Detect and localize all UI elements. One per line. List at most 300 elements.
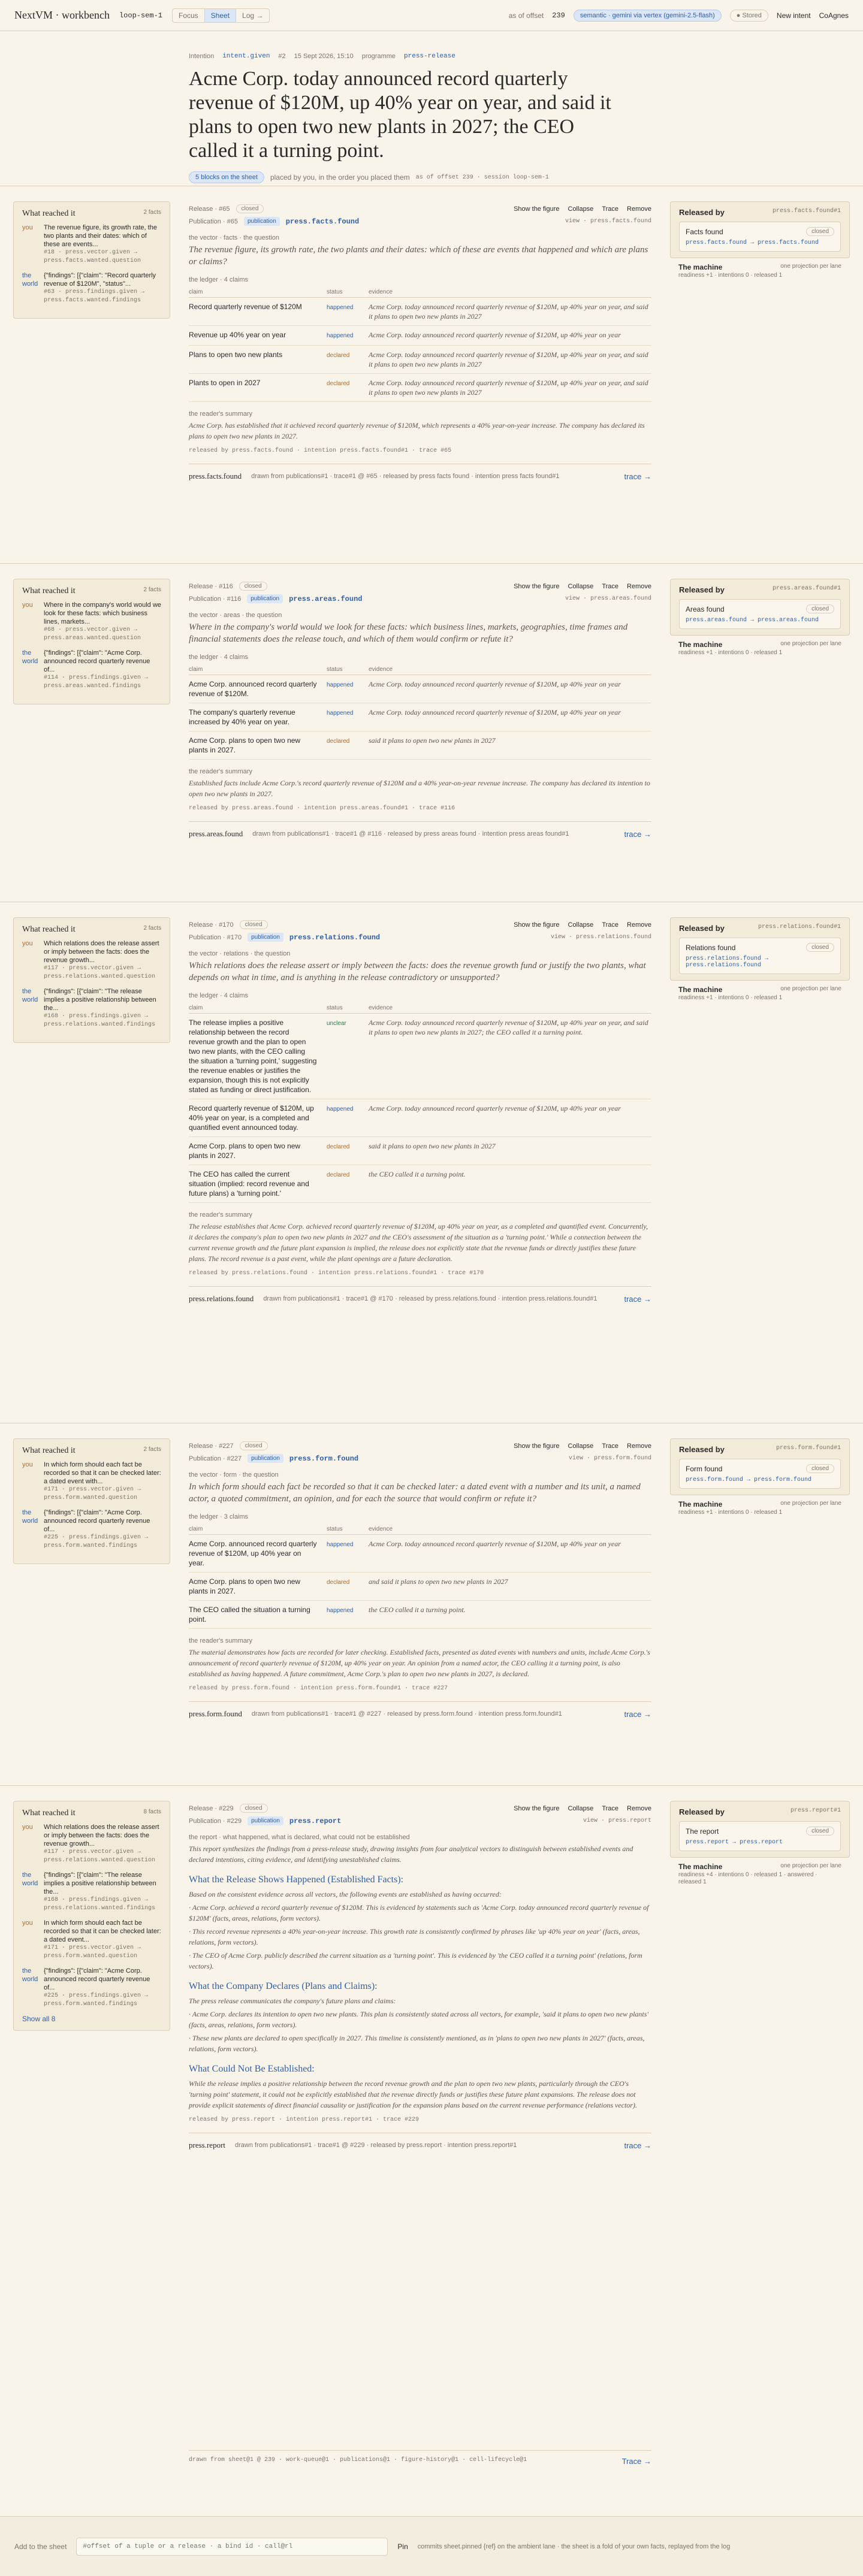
- trace-button[interactable]: Trace: [602, 921, 619, 929]
- reached-fact-text: The revenue figure, its growth rate, the two plants and their dates: which of these are events...: [44, 224, 157, 248]
- what-reached-panel: [13, 201, 170, 319]
- reached-fact-source: you: [22, 224, 33, 231]
- lane-closed-badge: closed: [806, 1464, 834, 1473]
- sheet-block: [0, 186, 863, 557]
- release-id: Release · #65: [189, 205, 230, 213]
- reached-fact-source: the world: [22, 1871, 38, 1887]
- machine-status: readiness +1 · intentions 0 · released 1: [678, 1509, 783, 1516]
- lane-mapping: press.form.found → press.form.found: [686, 1477, 812, 1483]
- machine-label: The machine: [678, 1863, 723, 1871]
- what-reached-label: What reached it: [22, 925, 76, 934]
- lane-closed-badge: closed: [806, 604, 834, 613]
- reached-fact-text: In which form should each fact be recorded so that it can be checked later: a dated event with...: [44, 1461, 161, 1485]
- released-by-header: [679, 924, 841, 933]
- sheet-trace-link[interactable]: Trace →: [621, 2457, 651, 2466]
- reached-fact[interactable]: [22, 987, 161, 1029]
- lane-card[interactable]: [679, 599, 841, 629]
- mode-log[interactable]: Log →: [242, 11, 264, 20]
- reached-fact[interactable]: [22, 1871, 161, 1913]
- th-evidence: evidence: [369, 1003, 651, 1014]
- show-all-link[interactable]: Show all 8: [22, 2015, 56, 2023]
- lane-card[interactable]: [679, 1821, 841, 1851]
- ledger-label: the ledger · 3 claims: [189, 1513, 249, 1520]
- reached-fact-body: [44, 271, 161, 305]
- what-reached-label: What reached it: [22, 1446, 76, 1455]
- machine-header: [678, 985, 841, 994]
- table-row[interactable]: [189, 675, 651, 703]
- claim-cell: The release implies a positive relationship between the record revenue growth and the plan to open two new plants, with the CEO calling the situation a 'turning point,' suggesting the revenue enables or justifies the expansion, though this is not explicitly stated as funding or direct justification.: [189, 1014, 327, 1099]
- reached-fact-source: the world: [22, 1967, 38, 1983]
- remove-button[interactable]: Remove: [627, 582, 651, 590]
- released-by-id: press.relations.found#1: [758, 924, 841, 930]
- reached-fact-source-path: #168 · press.findings.given → press.relations.wanted.findings: [44, 1013, 156, 1028]
- reached-fact-source-path: #117 · press.vector.given → press.relations.wanted.question: [44, 965, 156, 980]
- intention-label: Intention: [189, 53, 215, 60]
- pin-button[interactable]: Pin: [397, 2542, 408, 2551]
- released-by-line: released by press.report · intention press.report#1 · trace #229: [189, 2117, 420, 2123]
- table-row[interactable]: [189, 703, 651, 731]
- machine-panel: [670, 636, 850, 661]
- trace-link[interactable]: trace →: [624, 471, 651, 481]
- table-row[interactable]: [189, 1137, 651, 1165]
- report-body: [189, 1843, 651, 2111]
- publication-row: [189, 594, 651, 603]
- collapse-button[interactable]: Collapse: [568, 1804, 594, 1812]
- show-figure-button[interactable]: Show the figure: [514, 1442, 560, 1450]
- evidence-cell: and said it plans to open two new plants in 2027: [369, 1573, 651, 1601]
- release-id: Release · #229: [189, 1804, 234, 1812]
- reached-fact[interactable]: [22, 1508, 161, 1550]
- stored-label: Stored: [742, 11, 762, 19]
- evidence-cell: Acme Corp. today announced record quarterly revenue of $120M, up 40% year on year, and said it plans to open two new plants in 2027: [369, 346, 651, 374]
- show-figure-button[interactable]: Show the figure: [514, 582, 560, 590]
- table-row[interactable]: [189, 298, 651, 326]
- report-bullet: · This record revenue represents a 40% year-on-year increase. This growth rate is consistently confirmed by phrases like 'up 40% year on year' (facts, areas, relations, form vectors).: [189, 1927, 640, 1946]
- new-intent-button[interactable]: New intent: [776, 11, 811, 20]
- trace-link[interactable]: trace →: [624, 1709, 651, 1719]
- trace-button[interactable]: Trace: [602, 1442, 619, 1450]
- status-badge: happened: [327, 703, 369, 731]
- table-row[interactable]: [189, 346, 651, 374]
- lane-title-row: [686, 1464, 834, 1473]
- collapse-button[interactable]: Collapse: [568, 582, 594, 590]
- reached-fact[interactable]: [22, 1919, 161, 1961]
- claim-cell: Plans to open two new plants: [189, 346, 327, 374]
- release-actions: [514, 205, 651, 213]
- reached-fact-body: [44, 1919, 161, 1961]
- view-code[interactable]: view · press.form.found: [568, 1455, 651, 1462]
- claims-table: [189, 1524, 651, 1629]
- block-footer-name: press.report: [189, 2140, 226, 2149]
- lane-title-row: [686, 227, 834, 236]
- released-by-label: Released by: [679, 1445, 725, 1454]
- vector-question: Which relations does the release assert or imply between the facts: does the revenue growth fund or justify the two plants, what depends on what in time, and is anything in the release contradictory or unsupported?: [189, 961, 646, 982]
- released-by-label: Released by: [679, 585, 725, 594]
- reached-fact-text: {"findings": [{"claim": "Acme Corp. announced record quarterly revenue of...: [44, 649, 150, 673]
- released-by-panel: [670, 579, 850, 661]
- status-badge: declared: [327, 346, 369, 374]
- mode-sheet[interactable]: Sheet: [205, 9, 236, 22]
- publication-tag: publication: [244, 217, 280, 226]
- show-figure-button[interactable]: Show the figure: [514, 1804, 560, 1812]
- reached-fact-text: Which relations does the release assert or imply between the facts: does the revenue growth...: [44, 1824, 159, 1848]
- trace-link[interactable]: trace →: [624, 829, 651, 839]
- reached-fact-body: [44, 1461, 161, 1502]
- view-code[interactable]: view · press.areas.found: [565, 595, 651, 602]
- blocks-pill: 5 blocks on the sheet: [189, 171, 264, 183]
- machine-note: one projection per lane: [780, 263, 841, 270]
- collapse-button[interactable]: Collapse: [568, 205, 594, 213]
- offset-label: as of offset: [508, 11, 544, 20]
- claims-header: [189, 1524, 651, 1535]
- lane-name: The report: [686, 1827, 719, 1836]
- show-figure-button[interactable]: Show the figure: [514, 921, 560, 929]
- report-bullet: · These new plants are declared to open specifically in 2027. This timeline is consistently mentioned, as in 'plans to open two new plants in 2027' (facts, areas, relations, form vectors).: [189, 2034, 645, 2053]
- block-footer-text: drawn from publications#1 · trace#1 @ #170 · released by press.relations.found · intention press.relations.found#1: [263, 1295, 598, 1302]
- th-claim: claim: [189, 664, 327, 675]
- evidence-cell: Acme Corp. today announced record quarterly revenue of $120M, up 40% year on year: [369, 326, 651, 346]
- reached-fact-source-path: #171 · press.vector.given → press.form.wanted.question: [44, 1486, 141, 1501]
- status-badge: happened: [327, 1535, 369, 1573]
- lane-name: Form found: [686, 1464, 723, 1473]
- report-lead: This report synthesizes the findings from a press-release study, drawing insights from four analytical vectors to distinguish between established events and declared intentions, citing evidence, and identifying unestablished claims.: [189, 1845, 633, 1864]
- table-row[interactable]: [189, 1601, 651, 1629]
- release-row: [189, 582, 651, 591]
- trace-button[interactable]: Trace: [602, 205, 619, 213]
- block-footer-text: drawn from publications#1 · trace#1 @ #116 · released by press areas found · intention press areas found#1: [252, 830, 569, 837]
- vector-question: The revenue figure, its growth rate, the two plants and their dates: which of these are events that happened and which are plans or claims?: [189, 245, 648, 267]
- reached-fact-body: [44, 601, 161, 643]
- claim-cell: Acme Corp. plans to open two new plants in 2027.: [189, 1137, 327, 1165]
- reached-fact-source-path: #171 · press.vector.given → press.form.wanted.question: [44, 1945, 141, 1960]
- released-by-id: press.areas.found#1: [772, 585, 841, 592]
- summary-label: the reader's summary: [189, 1211, 253, 1219]
- intention-code[interactable]: intent.given: [222, 53, 270, 60]
- what-reached-title: [22, 1446, 161, 1456]
- lane-name: Areas found: [686, 604, 725, 613]
- reached-fact-source: the world: [22, 1509, 38, 1525]
- reached-fact-body: [44, 1871, 161, 1913]
- claim-cell: Record quarterly revenue of $120M, up 40% year on year, is a completed and quantified event announced today.: [189, 1099, 327, 1137]
- release-card: [189, 1804, 651, 2150]
- evidence-cell: said it plans to open two new plants in 2027: [369, 731, 651, 760]
- top-bar: [0, 0, 863, 31]
- publication-row: [189, 1454, 651, 1463]
- block-footer-text: drawn from publications#1 · trace#1 @ #65 · released by press facts found · intention press facts found#1: [251, 473, 560, 480]
- reached-fact-source-path: #114 · press.findings.given → press.areas.wanted.findings: [44, 675, 149, 690]
- reached-fact[interactable]: [22, 223, 161, 265]
- table-row[interactable]: [189, 731, 651, 760]
- block-footer-name: press.facts.found: [189, 471, 242, 480]
- reached-fact[interactable]: [22, 1461, 161, 1502]
- trace-button[interactable]: Trace: [602, 582, 619, 590]
- evidence-cell: the CEO called it a turning point.: [369, 1165, 651, 1203]
- view-code[interactable]: view · press.report: [583, 1818, 651, 1824]
- reached-fact-body: [44, 987, 161, 1029]
- publication-code[interactable]: press.form.found: [289, 1454, 359, 1463]
- th-claim: claim: [189, 1003, 327, 1014]
- reader-summary: Established facts include Acme Corp.'s record quarterly revenue of $120M and a 40% year-on-year revenue increase. The company has declared its intention to open two new plants in 2027.: [189, 779, 650, 798]
- reached-fact[interactable]: [22, 939, 161, 981]
- add-bar: [0, 2516, 863, 2576]
- report-bullet: · Acme Corp. achieved a record quarterly revenue of $120M. This is evidenced by statements such as 'Acme Corp. today announced record quarterly revenue of $120M' (facts, areas, relations, form vectors).: [189, 1903, 649, 1922]
- publication-id: Publication · #65: [189, 217, 238, 225]
- report-para: The press release communicates the company's future plans and claims:: [189, 1997, 396, 2005]
- reached-fact-text: Which relations does the release assert or imply between the facts: does the revenue growth...: [44, 940, 159, 964]
- lane-closed-badge: closed: [806, 227, 834, 236]
- what-reached-label: What reached it: [22, 1809, 76, 1818]
- what-reached-label: What reached it: [22, 586, 76, 595]
- machine-header: [678, 1863, 841, 1871]
- lane-mapping: press.facts.found → press.facts.found: [686, 240, 819, 246]
- lane-title-row: [686, 604, 834, 613]
- ledger-label: the ledger · 4 claims: [189, 654, 249, 661]
- offset-note: as of offset 239 · session loop-sem-1: [415, 174, 549, 181]
- publication-code[interactable]: press.report: [289, 1816, 342, 1825]
- ledger-label: the ledger · 4 claims: [189, 992, 249, 999]
- sheet-block: [0, 1785, 863, 2438]
- what-reached-label: What reached it: [22, 209, 76, 218]
- closed-badge: closed: [240, 920, 268, 929]
- status-badge: happened: [327, 298, 369, 326]
- machine-label: The machine: [678, 263, 723, 271]
- reached-fact-source-path: #68 · press.vector.given → press.areas.wanted.question: [44, 627, 141, 642]
- released-by-id: press.report#1: [790, 1807, 841, 1814]
- reached-fact[interactable]: [22, 1967, 161, 2009]
- release-actions: [514, 1805, 651, 1812]
- drawn-from: drawn from sheet@1 @ 239 · work-queue@1 · publications@1 · figure-history@1 · cell-lifecycle@1: [189, 2457, 527, 2463]
- vector-label: the vector · form · the question: [189, 1471, 279, 1479]
- lane-title-row: [686, 1827, 834, 1836]
- released-by-card: [670, 579, 850, 636]
- trace-link[interactable]: trace →: [624, 1294, 651, 1304]
- block-footer-name: press.relations.found: [189, 1294, 254, 1303]
- show-figure-button[interactable]: Show the figure: [514, 205, 560, 213]
- fact-count: 8 facts: [143, 1809, 161, 1815]
- user-name[interactable]: CoAgnes: [819, 11, 849, 20]
- reached-fact-source: you: [22, 601, 33, 609]
- evidence-cell: Acme Corp. today announced record quarterly revenue of $120M, up 40% year on year: [369, 1535, 651, 1573]
- remove-button[interactable]: Remove: [627, 1442, 651, 1450]
- release-id: Release · #170: [189, 921, 234, 929]
- remove-button[interactable]: Remove: [627, 1804, 651, 1812]
- table-row[interactable]: [189, 1573, 651, 1601]
- vector-label: the vector · facts · the question: [189, 234, 280, 241]
- stored-badge: ● Stored: [730, 10, 768, 22]
- vector-label: the vector · areas · the question: [189, 612, 282, 619]
- evidence-cell: said it plans to open two new plants in 2027: [369, 1137, 651, 1165]
- th-claim: claim: [189, 287, 327, 298]
- sheet-footer: [189, 2450, 651, 2466]
- what-reached-panel: [13, 917, 170, 1043]
- reached-fact-source: the world: [22, 649, 38, 665]
- publication-code[interactable]: press.facts.found: [285, 217, 360, 226]
- machine-label: The machine: [678, 1500, 723, 1508]
- th-claim: claim: [189, 1524, 327, 1535]
- released-by-label: Released by: [679, 208, 725, 217]
- evidence-cell: Acme Corp. today announced record quarterly revenue of $120M, up 40% year on year: [369, 675, 651, 703]
- status-badge: declared: [327, 731, 369, 760]
- publication-row: [189, 217, 651, 226]
- report-para: Based on the consistent evidence across all vectors, the following events are established as having occurred:: [189, 1890, 502, 1898]
- claim-cell: Acme Corp. announced record quarterly revenue of $120M, up 40% year on year.: [189, 1535, 327, 1573]
- release-row: [189, 1804, 651, 1813]
- mode-switch: [172, 8, 270, 23]
- evidence-cell: the CEO called it a turning point.: [369, 1601, 651, 1629]
- summary-label: the reader's summary: [189, 410, 253, 418]
- th-status: status: [327, 1524, 369, 1535]
- reached-fact[interactable]: [22, 271, 161, 305]
- collapse-button[interactable]: Collapse: [568, 921, 594, 929]
- publication-row: [189, 1816, 651, 1825]
- add-input[interactable]: [76, 2538, 388, 2556]
- th-evidence: evidence: [369, 1524, 651, 1535]
- offset-value: 239: [552, 11, 565, 20]
- report-heading-happened: What the Release Shows Happened (Established Facts):: [189, 1874, 404, 1885]
- machine-note: one projection per lane: [780, 640, 841, 647]
- reached-fact-text: {"findings": [{"claim": "Acme Corp. announced record quarterly revenue of...: [44, 1509, 150, 1533]
- publication-tag: publication: [248, 1454, 283, 1463]
- machine-note: one projection per lane: [780, 1500, 841, 1507]
- reached-fact-source: you: [22, 1919, 33, 1927]
- block-footer: [189, 821, 651, 839]
- reached-fact-text: Where in the company's world would we look for these facts: which business lines, markets...: [44, 601, 161, 625]
- sheet-block: [0, 563, 863, 896]
- status-badge: declared: [327, 374, 369, 402]
- claim-cell: Revenue up 40% year on year: [189, 326, 327, 346]
- table-row[interactable]: [189, 374, 651, 402]
- release-id: Release · #227: [189, 1442, 234, 1450]
- released-by-panel: [670, 1801, 850, 1890]
- reached-fact-source-path: #225 · press.findings.given → press.form.wanted.findings: [44, 1534, 149, 1549]
- released-by-card: [670, 917, 850, 981]
- reached-fact[interactable]: [22, 649, 161, 691]
- publication-row: [189, 933, 651, 942]
- loop-name: loop-sem-1: [119, 11, 162, 20]
- evidence-cell: Acme Corp. today announced record quarterly revenue of $120M, up 40% year on year, and said it plans to open two new plants in 2027: [369, 374, 651, 402]
- semantic-badge[interactable]: semantic · gemini via vertex (gemini-2.5-flash): [574, 10, 722, 22]
- claim-cell: Acme Corp. announced record quarterly revenue of $120M.: [189, 675, 327, 703]
- remove-button[interactable]: Remove: [627, 205, 651, 213]
- table-row[interactable]: [189, 1535, 651, 1573]
- programme-code[interactable]: press-release: [404, 53, 455, 60]
- released-by-line: released by press.relations.found · intention press.relations.found#1 · trace #170: [189, 1270, 484, 1277]
- reached-fact-source-path: #18 · press.vector.given → press.facts.wanted.question: [44, 249, 141, 264]
- reached-fact-source: you: [22, 940, 33, 947]
- table-row[interactable]: [189, 1014, 651, 1099]
- machine-header: [678, 263, 841, 271]
- reached-fact-text: {"findings": [{"claim": "The release implies a positive relationship between the...: [44, 988, 156, 1012]
- status-badge: happened: [327, 675, 369, 703]
- view-code[interactable]: view · press.facts.found: [565, 218, 651, 225]
- reached-fact-text: {"findings": [{"claim": "Record quarterly revenue of $120M", "status"...: [44, 272, 156, 288]
- collapse-button[interactable]: Collapse: [568, 1442, 594, 1450]
- table-row[interactable]: [189, 326, 651, 346]
- publication-id: Publication · #116: [189, 595, 242, 603]
- lane-title-row: [686, 943, 834, 952]
- reached-fact-body: [44, 1508, 161, 1550]
- remove-button[interactable]: Remove: [627, 921, 651, 929]
- table-row[interactable]: [189, 1099, 651, 1137]
- released-by-panel: [670, 917, 850, 1006]
- machine-panel: [670, 1858, 850, 1890]
- reached-fact-text: {"findings": [{"claim": "Acme Corp. announced record quarterly revenue of...: [44, 1967, 150, 1991]
- report-bullet: · Acme Corp. declares its intention to open two new plants. This plan is consistently stated across all vectors, for example, 'said it plans to open two new plants' (facts, areas, relations, form vectors).: [189, 2010, 648, 2029]
- what-reached-panel: [13, 1801, 170, 2031]
- report-bullet: · The CEO of Acme Corp. publicly described the current situation as a 'turning point'. This is evidenced by 'the CEO called it a turning point' (relations, form vectors).: [189, 1951, 642, 1970]
- released-by-id: press.form.found#1: [776, 1445, 841, 1452]
- report-heading-declared: What the Company Declares (Plans and Claims):: [189, 1981, 378, 1991]
- reached-fact-source: the world: [22, 988, 38, 1003]
- evidence-cell: Acme Corp. today announced record quarterly revenue of $120M, up 40% year on year, and said it plans to open two new plants in 2027; the CEO called it a turning point.: [369, 1014, 651, 1099]
- lane-card[interactable]: [679, 222, 841, 252]
- machine-note: one projection per lane: [780, 985, 841, 992]
- released-by-line: released by press.areas.found · intention press.areas.found#1 · trace #116: [189, 805, 455, 812]
- table-row[interactable]: [189, 1165, 651, 1203]
- closed-badge: closed: [239, 582, 267, 591]
- machine-panel: [670, 981, 850, 1006]
- status-badge: happened: [327, 326, 369, 346]
- trace-link[interactable]: trace →: [624, 2140, 651, 2150]
- fact-count: 2 facts: [143, 209, 161, 216]
- publication-code[interactable]: press.areas.found: [289, 594, 363, 603]
- claim-cell: The CEO has called the current situation (implied: record revenue and future plans) a 'turning point.': [189, 1165, 327, 1203]
- release-card: [189, 920, 651, 1304]
- add-label: Add to the sheet: [14, 2542, 67, 2551]
- vector-label: the report · what happened, what is declared, what could not be established: [189, 1834, 410, 1841]
- ledger-label: the ledger · 4 claims: [189, 276, 249, 283]
- summary-label: the reader's summary: [189, 768, 253, 775]
- status-badge: happened: [327, 1099, 369, 1137]
- th-evidence: evidence: [369, 664, 651, 675]
- claim-cell: Plants to open in 2027: [189, 374, 327, 402]
- reached-fact-source: you: [22, 1461, 33, 1468]
- lane-name: Relations found: [686, 943, 736, 952]
- publication-tag: publication: [247, 594, 283, 603]
- machine-status: readiness +1 · intentions 0 · released 1: [678, 272, 783, 279]
- lane-card[interactable]: [679, 938, 841, 974]
- page-title: Acme Corp. today announced record quarterly revenue of $120M, up 40% year on year, and said it plans to open two new plants in 2027; the CEO called it a turning point.: [189, 68, 611, 162]
- th-status: status: [327, 1003, 369, 1014]
- block-footer: [189, 1701, 651, 1719]
- what-reached-title: [22, 209, 161, 219]
- release-actions: [514, 921, 651, 929]
- reached-fact-body: [44, 649, 161, 691]
- released-by-panel: [670, 1438, 850, 1520]
- vector-question: In which form should each fact be recorded so that it can be checked later: a dated event with a number and its unit, a named actor, a quoted commitment, an opinion, and for each the source that would confirm or refute it?: [189, 1482, 641, 1504]
- view-code[interactable]: view · press.relations.found: [550, 934, 651, 941]
- claims-header: [189, 287, 651, 298]
- machine-panel: [670, 258, 850, 283]
- mode-focus[interactable]: Focus: [173, 9, 205, 22]
- lane-name: Facts found: [686, 227, 723, 236]
- block-footer-name: press.form.found: [189, 1709, 242, 1718]
- what-reached-title: [22, 925, 161, 935]
- th-status: status: [327, 664, 369, 675]
- reached-fact[interactable]: [22, 1823, 161, 1865]
- claim-cell: Acme Corp. plans to open two new plants in 2027.: [189, 731, 327, 760]
- block-footer: [189, 464, 651, 481]
- lane-card[interactable]: [679, 1459, 841, 1489]
- released-by-card: [670, 1801, 850, 1858]
- publication-code[interactable]: press.relations.found: [289, 933, 381, 942]
- released-by-header: [679, 1807, 841, 1816]
- trace-button[interactable]: Trace: [602, 1804, 619, 1812]
- reached-fact[interactable]: [22, 601, 161, 643]
- claims-table: [189, 1003, 651, 1203]
- fact-count: 2 facts: [143, 586, 161, 593]
- what-reached-panel: [13, 1438, 170, 1564]
